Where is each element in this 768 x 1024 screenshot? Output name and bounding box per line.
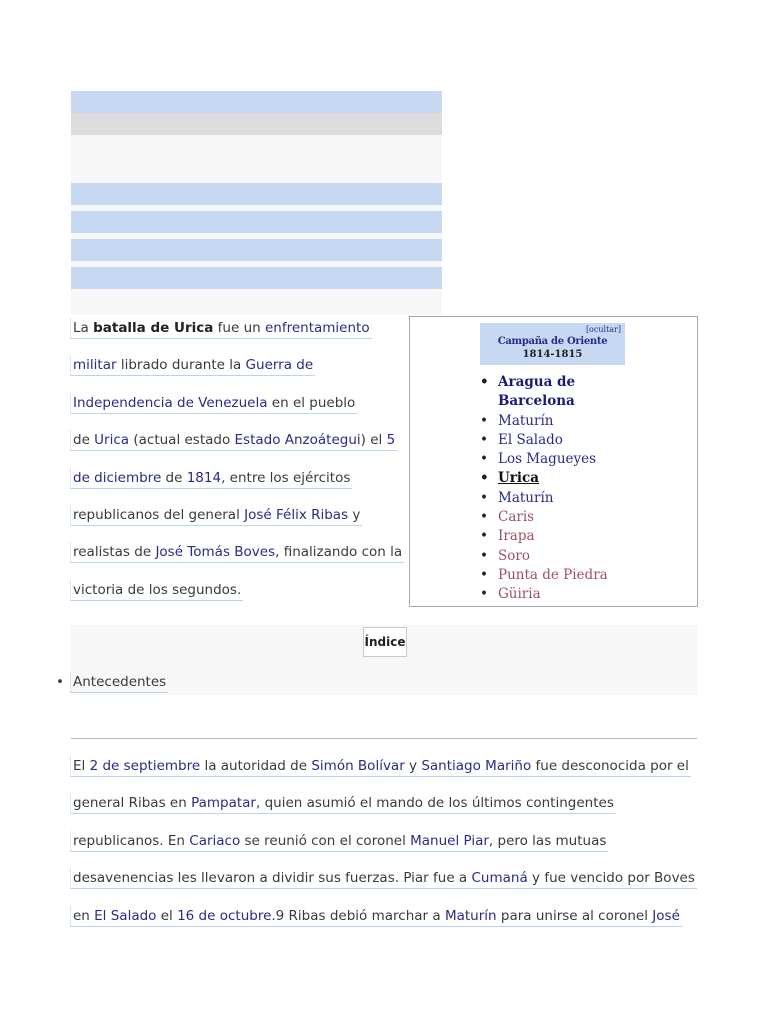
navbox-item[interactable]: • Urica [480, 469, 608, 488]
navbox-item[interactable]: • El Salado [480, 431, 608, 450]
text-line [70, 868, 697, 889]
text-run: la autoridad de [200, 758, 312, 774]
text-line [70, 393, 357, 414]
wiki-link[interactable]: 1814 [186, 469, 222, 486]
text-run: se reunió con el coronel [240, 832, 411, 849]
section-divider [71, 738, 697, 739]
text-line [70, 318, 372, 339]
text-run: ) el [360, 432, 387, 449]
wiki-link[interactable]: Pampatar [191, 795, 256, 812]
navbox-battle-list [480, 373, 608, 605]
wiki-link[interactable]: Estado Anzoátegui [234, 432, 361, 449]
navbox-item[interactable]: • Aragua de Barcelona [480, 373, 593, 412]
wiki-link[interactable]: El Salado [94, 907, 157, 924]
navbox-item[interactable]: • Güiria [480, 585, 608, 604]
infobox-row [71, 183, 442, 205]
text-run: republicanos del general [73, 507, 245, 523]
text-run: fue un [213, 320, 265, 336]
text-run: fue desconocida por el [531, 758, 689, 774]
wiki-link[interactable]: Independencia de Venezuela [73, 394, 268, 411]
infobox-footer [71, 289, 442, 315]
text-run: de [73, 432, 95, 449]
wiki-link[interactable]: Simón Bolívar [311, 758, 405, 774]
infobox-image-area [71, 135, 442, 183]
text-run: el [156, 907, 178, 924]
text-run: general Ribas en [73, 795, 192, 812]
text-run: victoria de los segundos. [73, 581, 242, 598]
wiki-link[interactable]: 2 de septiembre [89, 758, 201, 774]
text-line [70, 355, 315, 376]
text-run: librado durante la [116, 357, 246, 374]
wiki-link[interactable]: Cariaco [189, 832, 241, 849]
text-line [70, 542, 404, 563]
wiki-link[interactable]: Manuel Piar [410, 832, 489, 849]
toc-item-label[interactable]: Antecedentes [70, 672, 168, 693]
wiki-link[interactable]: José Félix Ribas [244, 507, 349, 523]
campaign-navbox [409, 316, 698, 607]
infobox-row [71, 211, 442, 233]
text-run: La [73, 320, 94, 336]
navbox-title[interactable]: Campaña de Oriente [497, 336, 608, 347]
bullet-icon: • [56, 674, 64, 690]
text-run: para unirse al coronel [496, 907, 653, 924]
wiki-link[interactable]: Urica [94, 432, 130, 449]
navbox-item[interactable]: • Los Magueyes [480, 450, 608, 469]
text-run: y [404, 758, 422, 774]
wiki-link[interactable]: de diciembre [73, 469, 162, 486]
text-run: , finalizando con la [275, 544, 403, 561]
text-run: , quien asumió el mando de los últimos contingentes [255, 795, 614, 812]
text-run: en el pueblo [267, 394, 356, 411]
text-line [70, 906, 682, 927]
text-run: , entre los ejércitos [221, 469, 351, 486]
text-run: realistas de [73, 544, 156, 561]
text-run: y fue vencido por Boves [527, 870, 695, 887]
navbox-item[interactable]: • Punta de Piedra [480, 566, 608, 585]
navbox-item[interactable]: • Soro [480, 547, 608, 566]
navbox-hide-link[interactable]: [ocultar] [585, 325, 621, 334]
text-run: republicanos. En [73, 832, 190, 849]
bold-term: batalla de Urica [93, 320, 214, 336]
navbox-item[interactable]: • Maturín [480, 489, 608, 508]
wiki-link[interactable]: Maturín [444, 907, 497, 924]
text-line [70, 468, 352, 489]
wiki-link[interactable]: Guerra de [245, 357, 314, 374]
wiki-link[interactable]: Santiago Mariño [421, 758, 532, 774]
infobox-subheader-bar [71, 113, 442, 135]
navbox-item[interactable]: • Caris [480, 508, 608, 527]
text-run: El [73, 758, 90, 774]
text-line [70, 756, 691, 777]
navbox-years: 1814-1815 [522, 349, 583, 360]
navbox-item[interactable]: • Maturín [480, 412, 608, 431]
wiki-link[interactable]: 16 de octubre [177, 907, 272, 924]
text-run: en [73, 907, 95, 924]
text-line [70, 793, 616, 814]
text-run: (actual estado [129, 432, 235, 449]
wiki-link[interactable]: militar [73, 357, 117, 374]
text-run: desavenencias les llevaron a dividir sus fuerzas. Piar fue a [73, 870, 472, 887]
text-line [70, 505, 362, 526]
text-run: .9 Ribas debió marchar a [271, 907, 445, 924]
text-line [70, 580, 243, 601]
wiki-link[interactable]: Cumaná [471, 870, 528, 887]
infobox-row [71, 239, 442, 261]
text-run: y [348, 507, 361, 523]
wiki-link[interactable]: enfrentamiento [264, 320, 370, 336]
navbox-item[interactable]: • Irapa [480, 527, 608, 546]
navbox-header [480, 323, 625, 365]
infobox-header-bar [71, 91, 442, 113]
infobox-row [71, 267, 442, 289]
toc-title: Índice [363, 627, 407, 657]
wiki-link[interactable]: José Tomás Boves [155, 544, 276, 561]
text-run: de [161, 469, 187, 486]
text-run: , pero las mutuas [488, 832, 607, 849]
text-line [70, 430, 397, 451]
text-line [70, 831, 608, 852]
wiki-link[interactable]: José [652, 907, 680, 924]
wiki-link[interactable]: 5 [386, 432, 396, 449]
